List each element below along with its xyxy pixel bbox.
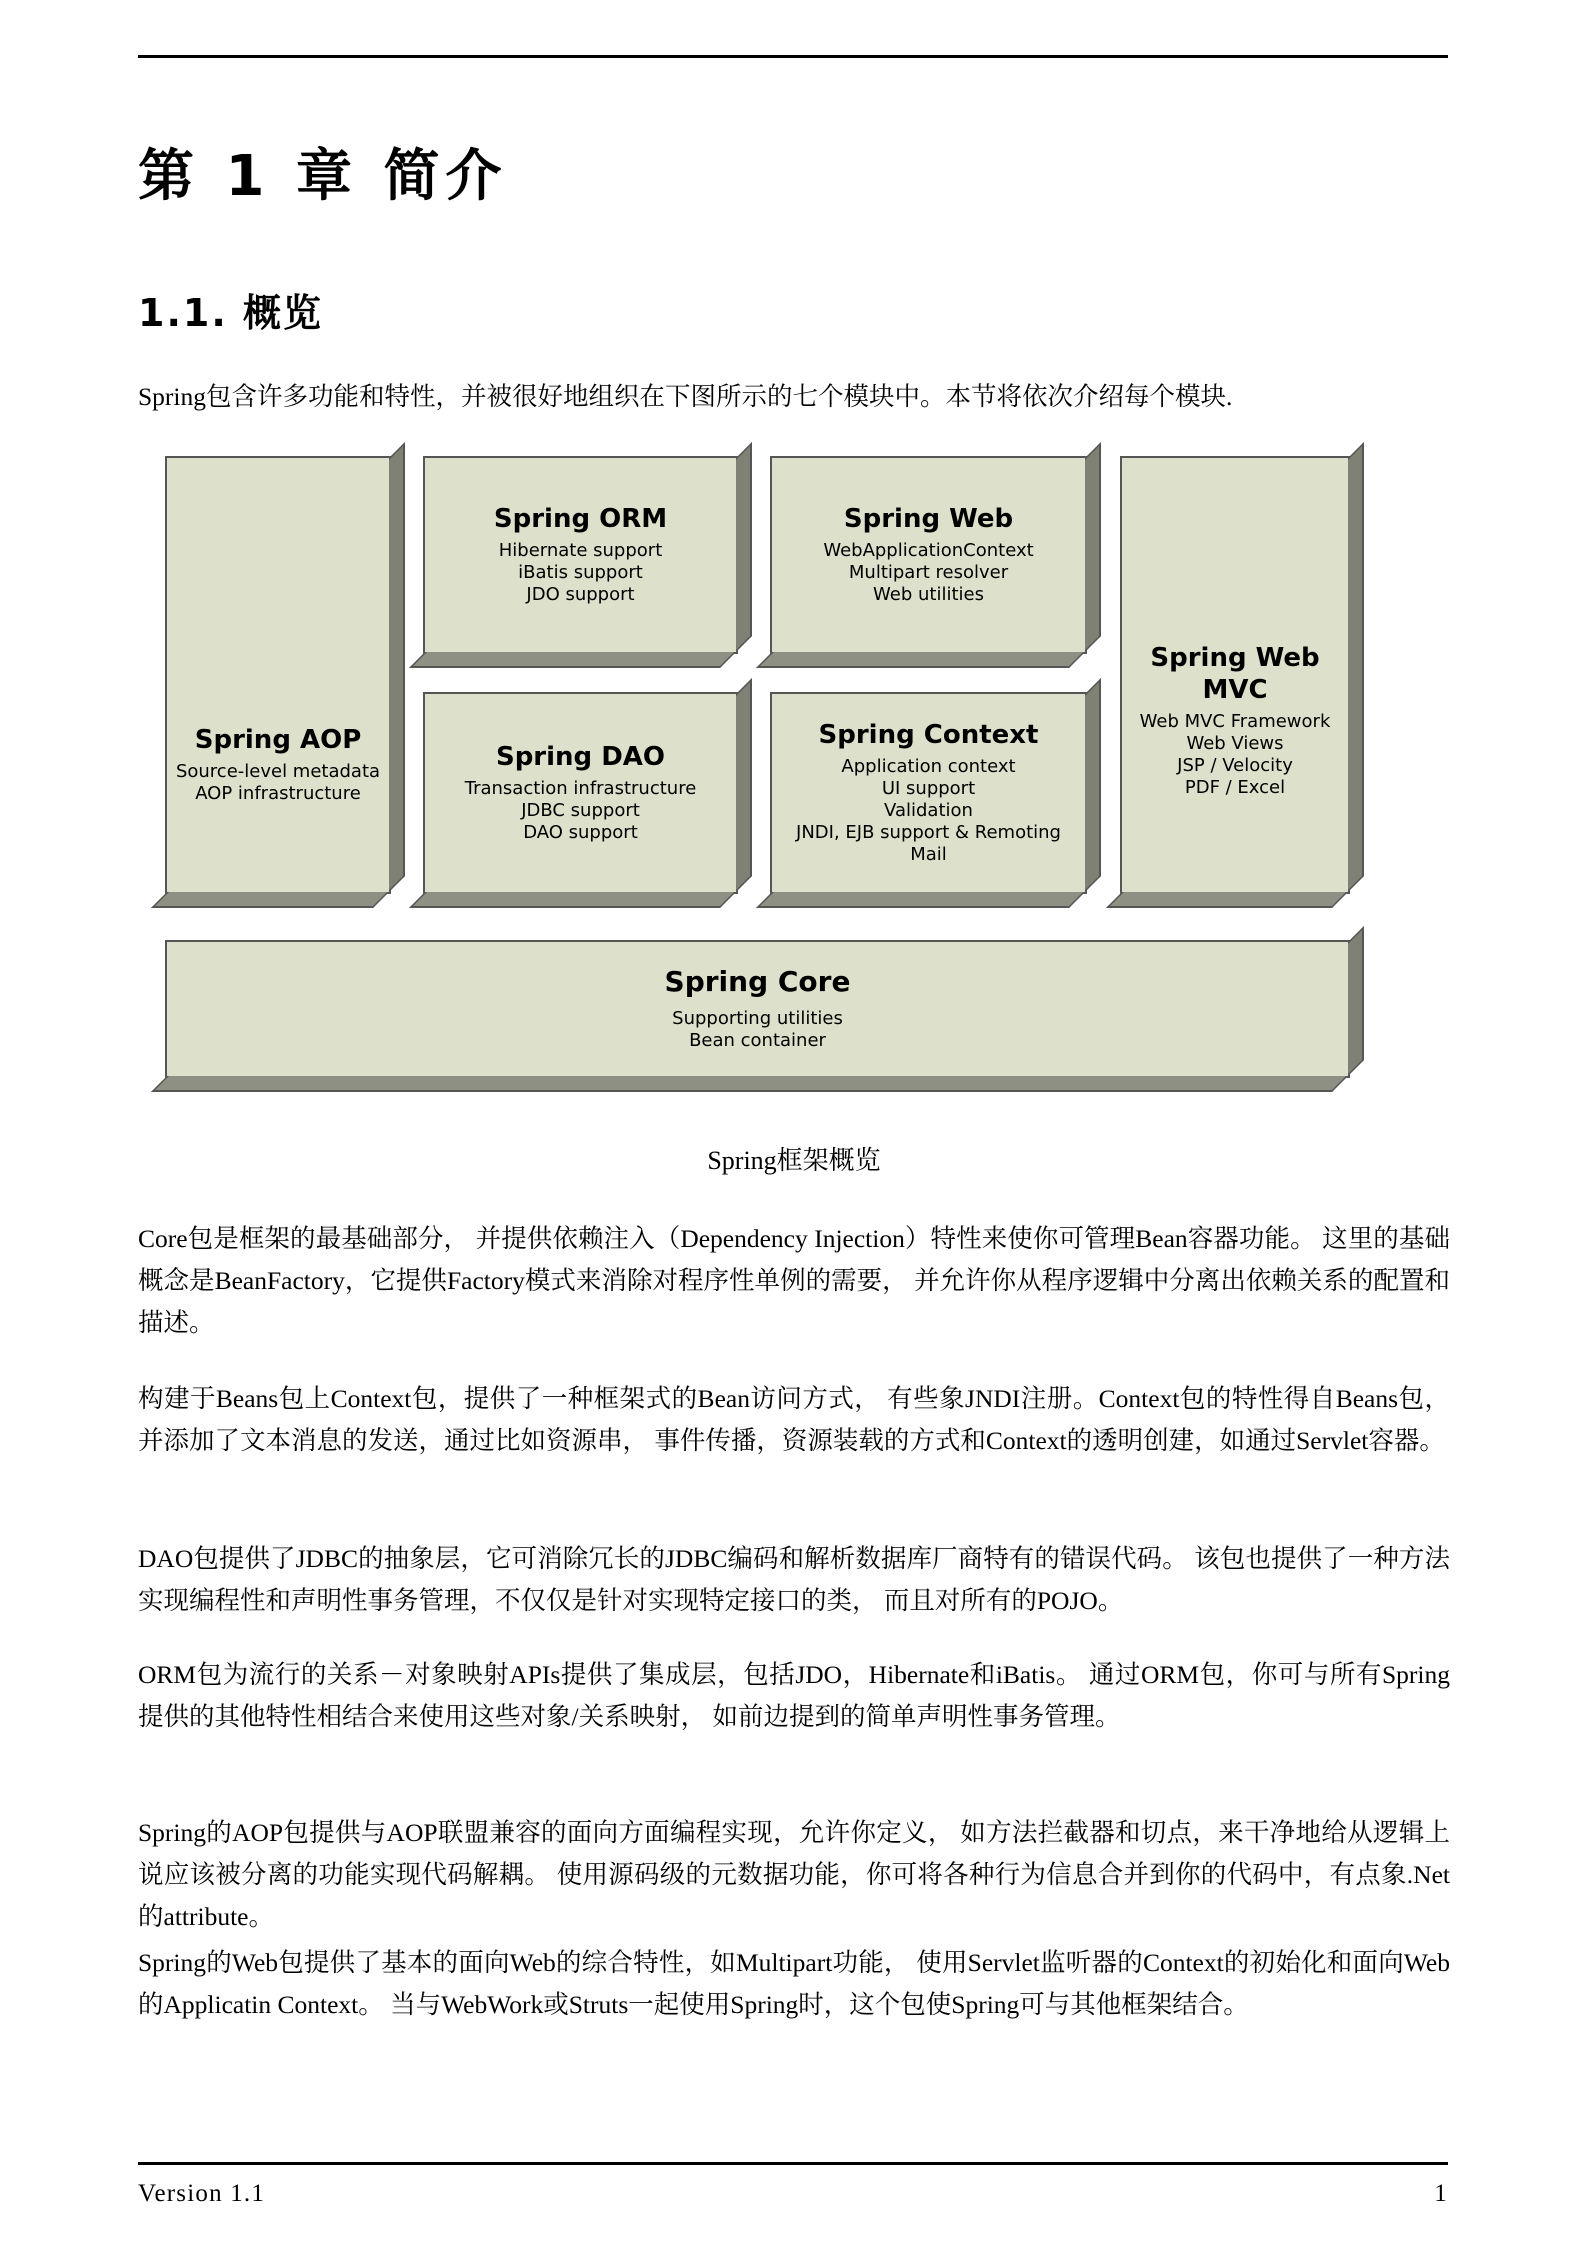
box-line: Transaction infrastructure [464, 778, 697, 799]
box-line: Application context [841, 756, 1016, 777]
footer-rule [138, 2162, 1448, 2165]
box-line: DAO support [523, 822, 638, 843]
box-line: Web Views [1186, 732, 1284, 754]
footer-page-number: 1 [1434, 2180, 1448, 2207]
box-line: JDO support [526, 584, 635, 605]
diagram-box-spring-web-mvc [1120, 456, 1350, 894]
diagram-box-spring-orm [423, 456, 738, 654]
box-title: Spring Web MVC [1150, 642, 1320, 705]
body-paragraph: 构建于Beans包上Context包，提供了一种框架式的Bean访问方式， 有些象JNDI注册。Context包的特性得自Beans包，并添加了文本消息的发送，通过比如资源串， 事件传播，资源装载的方式和Context的透明创建，如通过Servlet容器。 [138, 1384, 1450, 1455]
box-line: UI support [881, 778, 976, 799]
box-line: Web utilities [873, 584, 984, 605]
body-paragraph: Spring的AOP包提供与AOP联盟兼容的面向方面编程实现，允许你定义， 如方法拦截器和切点，来干净地给从逻辑上说应该被分离的功能实现代码解耦。 使用源码级的元数据功能，你可将各种行为信息合并到你的代码中，有点象.Net的attribute。 [138, 1818, 1450, 1931]
box-line: AOP infrastructure [195, 783, 361, 804]
box-title: Spring Web [843, 504, 1014, 534]
box-line: JDBC support [521, 800, 640, 821]
box-title: Spring DAO [495, 742, 666, 772]
chapter-title: 第 1 章 简介 [138, 144, 508, 209]
diagram-box-spring-dao [423, 692, 738, 894]
box-title: Spring ORM [493, 504, 668, 534]
box-line: JSP / Velocity [1177, 754, 1293, 776]
box-line: Multipart resolver [848, 562, 1009, 583]
diagram-box-spring-aop [165, 456, 391, 894]
section-title: 1.1. 概览 [138, 291, 323, 335]
body-paragraph: DAO包提供了JDBC的抽象层，它可消除冗长的JDBC编码和解析数据库厂商特有的错误代码。 该包也提供了一种方法实现编程性和声明性事务管理，不仅仅是针对实现特定接口的类， 而且对所有的POJO。 [138, 1544, 1450, 1615]
box-line: Web MVC Framework [1139, 710, 1331, 732]
box-line: iBatis support [518, 562, 643, 583]
box-line: Mail [910, 844, 947, 865]
diagram-box-spring-context [770, 692, 1087, 894]
header-rule [138, 55, 1448, 58]
box-line: PDF / Excel [1184, 776, 1286, 798]
box-title: Spring Context [818, 720, 1039, 750]
footer-version: Version 1.1 [138, 2180, 266, 2207]
body-paragraph: ORM包为流行的关系－对象映射APIs提供了集成层，包括JDO，Hibernate和iBatis。 通过ORM包，你可与所有Spring提供的其他特性相结合来使用这些对象/关系映射， 如前边提到的简单声明性事务管理。 [138, 1660, 1450, 1731]
intro-paragraph: Spring包含许多功能和特性，并被很好地组织在下图所示的七个模块中。本节将依次介绍每个模块. [138, 382, 1233, 411]
box-line: JNDI, EJB support & Remoting [796, 822, 1061, 843]
box-line: Source-level metadata [175, 761, 381, 782]
box-line: Hibernate support [498, 540, 663, 561]
box-title: Spring Core [664, 965, 851, 998]
box-line: WebApplicationContext [823, 540, 1034, 561]
body-paragraph: Spring的Web包提供了基本的面向Web的综合特性，如Multipart功能， 使用Servlet监听器的Context的初始化和面向Web的Applicatin Context。 当与WebWork或Struts一起使用Spring时，这个包使Spring可与其他框架结合。 [138, 1948, 1450, 2019]
body-paragraph: Core包是框架的最基础部分， 并提供依赖注入（Dependency Injection）特性来使你可管理Bean容器功能。 这里的基础概念是BeanFactory，它提供Factory模式来消除对程序性单例的需要， 并允许你从程序逻辑中分离出依赖关系的配置和描述。 [138, 1224, 1450, 1337]
box-title: Spring AOP [194, 725, 362, 755]
box-line: Validation [884, 800, 973, 821]
diagram-box-spring-core [165, 940, 1350, 1078]
spring-framework-diagram [165, 440, 1430, 1100]
page-footer [138, 2180, 1448, 2208]
box-line: Bean container [689, 1030, 826, 1051]
figure-caption: Spring框架概览 [707, 1146, 881, 1175]
box-line: Supporting utilities [672, 1008, 843, 1029]
diagram-box-spring-web [770, 456, 1087, 654]
